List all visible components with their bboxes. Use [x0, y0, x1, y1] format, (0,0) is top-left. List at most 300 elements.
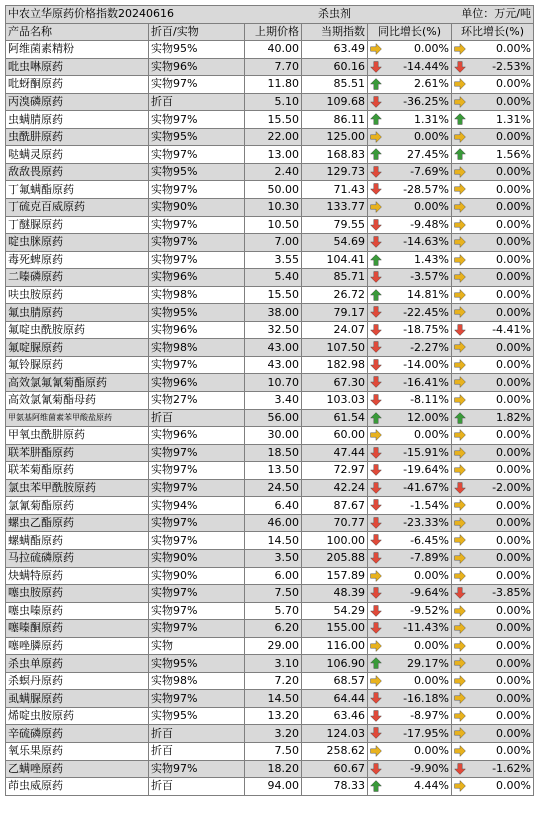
mom-change-value: 0.00% [496, 551, 531, 565]
arrow-right-icon [454, 447, 466, 459]
mom-change-cell [452, 707, 534, 725]
product-name: 哒螨灵原药 [6, 146, 149, 164]
table-row [6, 163, 534, 181]
mom-change-cell [452, 41, 534, 59]
yoy-change-value: -9.52% [410, 603, 449, 617]
yoy-change-cell [368, 339, 452, 357]
product-name: 氯氰菊酯原药 [6, 497, 149, 515]
mom-change-value: 0.00% [496, 445, 531, 459]
product-name: 敌敌畏原药 [6, 163, 149, 181]
arrow-down-icon [370, 166, 382, 178]
current-index: 86.11 [302, 111, 368, 129]
current-index: 60.67 [302, 760, 368, 778]
current-index: 168.83 [302, 146, 368, 164]
mom-change-value: 0.00% [496, 77, 531, 91]
product-name: 辛硫磷原药 [6, 725, 149, 743]
mom-change-cell [452, 655, 534, 673]
current-index: 60.16 [302, 58, 368, 76]
prev-price: 10.30 [245, 199, 302, 217]
product-name: 二嗪磷原药 [6, 269, 149, 287]
prev-price: 94.00 [245, 778, 302, 796]
mom-change-cell [452, 356, 534, 374]
mom-change-value: 0.00% [496, 638, 531, 652]
table-row [6, 93, 534, 111]
arrow-right-icon [454, 429, 466, 441]
yoy-change-cell [368, 672, 452, 690]
prev-price: 3.20 [245, 725, 302, 743]
arrow-down-icon [370, 271, 382, 283]
product-spec: 实物97% [149, 76, 245, 94]
product-spec: 实物97% [149, 111, 245, 129]
mom-change-value: 0.00% [496, 235, 531, 249]
current-index: 63.49 [302, 41, 368, 59]
yoy-change-value: 0.00% [414, 568, 449, 582]
yoy-change-cell [368, 93, 452, 111]
yoy-change-value: 0.00% [414, 42, 449, 56]
arrow-up-icon [370, 657, 382, 669]
arrow-down-icon [370, 622, 382, 634]
prev-price: 50.00 [245, 181, 302, 199]
prev-price: 7.50 [245, 585, 302, 603]
table-row [6, 742, 534, 760]
mom-change-value: 0.00% [496, 744, 531, 758]
arrow-right-icon [454, 131, 466, 143]
product-spec: 实物97% [149, 532, 245, 550]
prev-price: 13.00 [245, 146, 302, 164]
mom-change-cell [452, 146, 534, 164]
arrow-right-icon [370, 675, 382, 687]
arrow-right-icon [454, 201, 466, 213]
yoy-change-cell [368, 58, 452, 76]
current-index: 63.46 [302, 707, 368, 725]
col-header-yoy: 同比增长(%) [368, 23, 452, 41]
arrow-right-icon [454, 254, 466, 266]
arrow-right-icon [454, 499, 466, 511]
current-index: 85.71 [302, 269, 368, 287]
mom-change-value: 0.00% [496, 656, 531, 670]
arrow-right-icon [454, 675, 466, 687]
prev-price: 7.00 [245, 234, 302, 252]
product-name: 茚虫威原药 [6, 778, 149, 796]
prev-price: 7.70 [245, 58, 302, 76]
mom-change-cell [452, 462, 534, 480]
table-row [6, 339, 534, 357]
yoy-change-cell [368, 146, 452, 164]
yoy-change-cell [368, 356, 452, 374]
arrow-down-icon [370, 499, 382, 511]
yoy-change-cell [368, 216, 452, 234]
yoy-change-value: 29.17% [407, 656, 449, 670]
yoy-change-cell [368, 286, 452, 304]
prev-price: 5.40 [245, 269, 302, 287]
product-spec: 实物97% [149, 760, 245, 778]
mom-change-cell [452, 585, 534, 603]
mom-change-value: -2.53% [492, 59, 531, 73]
product-spec: 实物97% [149, 690, 245, 708]
table-row [6, 58, 534, 76]
product-name: 氧乐果原药 [6, 742, 149, 760]
mom-change-cell [452, 549, 534, 567]
table-row [6, 514, 534, 532]
yoy-change-cell [368, 392, 452, 410]
yoy-change-value: -36.25% [403, 95, 449, 108]
yoy-change-value: -9.48% [410, 217, 449, 231]
current-index: 54.29 [302, 602, 368, 620]
arrow-right-icon [454, 271, 466, 283]
yoy-change-value: -7.89% [410, 551, 449, 565]
mom-change-cell [452, 269, 534, 287]
prev-price: 40.00 [245, 41, 302, 59]
product-name: 甲氧虫酰肼原药 [6, 427, 149, 445]
current-index: 125.00 [302, 128, 368, 146]
product-name: 氯虫苯甲酰胺原药 [6, 479, 149, 497]
prev-price: 10.70 [245, 374, 302, 392]
product-spec: 折百 [149, 409, 245, 427]
product-spec: 实物94% [149, 497, 245, 515]
yoy-change-value: 0.00% [414, 200, 449, 214]
yoy-change-cell [368, 760, 452, 778]
arrow-up-icon [370, 254, 382, 266]
yoy-change-value: -11.43% [403, 621, 449, 635]
product-name: 噻虫嗪原药 [6, 602, 149, 620]
table-row [6, 567, 534, 585]
yoy-change-cell [368, 532, 452, 550]
current-index: 103.03 [302, 392, 368, 410]
product-name: 联苯肼酯原药 [6, 444, 149, 462]
table-row [6, 356, 534, 374]
yoy-change-value: -19.64% [403, 463, 449, 477]
yoy-change-cell [368, 41, 452, 59]
mom-change-value: 0.00% [496, 217, 531, 231]
prev-price: 18.50 [245, 444, 302, 462]
table-row [6, 128, 534, 146]
mom-change-cell [452, 444, 534, 462]
arrow-right-icon [454, 166, 466, 178]
mom-change-cell [452, 321, 534, 339]
yoy-change-cell [368, 409, 452, 427]
arrow-right-icon [370, 43, 382, 55]
table-row [6, 760, 534, 778]
arrow-right-icon [454, 534, 466, 546]
table-row [6, 707, 534, 725]
current-index: 71.43 [302, 181, 368, 199]
prev-price: 13.20 [245, 707, 302, 725]
product-spec: 实物96% [149, 321, 245, 339]
prev-price: 3.10 [245, 655, 302, 673]
product-name: 噻唑膦原药 [6, 637, 149, 655]
arrow-down-icon [370, 710, 382, 722]
product-spec: 实物97% [149, 585, 245, 603]
arrow-right-icon [454, 359, 466, 371]
product-spec: 实物90% [149, 199, 245, 217]
mom-change-cell [452, 514, 534, 532]
product-spec: 实物97% [149, 444, 245, 462]
arrow-up-icon [370, 148, 382, 160]
table-row [6, 321, 534, 339]
product-name: 噻虫胺原药 [6, 585, 149, 603]
yoy-change-value: -23.33% [403, 516, 449, 530]
yoy-change-cell [368, 304, 452, 322]
mom-change-cell [452, 199, 534, 217]
table-body [6, 41, 534, 796]
product-spec: 实物90% [149, 567, 245, 585]
product-name: 毒死蜱原药 [6, 251, 149, 269]
prev-price: 22.00 [245, 128, 302, 146]
yoy-change-value: -18.75% [403, 323, 449, 337]
mom-change-cell [452, 532, 534, 550]
table-row [6, 216, 534, 234]
current-index: 48.39 [302, 585, 368, 603]
product-spec: 实物90% [149, 549, 245, 567]
mom-change-cell [452, 111, 534, 129]
prev-price: 46.00 [245, 514, 302, 532]
mom-change-cell [452, 163, 534, 181]
arrow-down-icon [454, 482, 466, 494]
table-row [6, 462, 534, 480]
mom-change-cell [452, 620, 534, 638]
current-index: 79.17 [302, 304, 368, 322]
col-header-prev-price: 上期价格 [245, 23, 302, 41]
arrow-down-icon [370, 552, 382, 564]
arrow-right-icon [454, 517, 466, 529]
table-row [6, 76, 534, 94]
product-spec: 实物95% [149, 41, 245, 59]
mom-change-cell [452, 251, 534, 269]
yoy-change-value: 14.81% [407, 288, 449, 302]
product-name: 啶虫脒原药 [6, 234, 149, 252]
yoy-change-cell [368, 462, 452, 480]
prev-price: 14.50 [245, 690, 302, 708]
arrow-down-icon [370, 219, 382, 231]
product-spec: 实物97% [149, 462, 245, 480]
arrow-right-icon [454, 236, 466, 248]
arrow-right-icon [454, 376, 466, 388]
prev-price: 13.50 [245, 462, 302, 480]
product-name: 氟啶脲原药 [6, 339, 149, 357]
mom-change-value: 0.00% [496, 568, 531, 582]
current-index: 116.00 [302, 637, 368, 655]
product-spec: 实物97% [149, 234, 245, 252]
mom-change-cell [452, 216, 534, 234]
mom-change-value: -4.41% [492, 323, 531, 337]
product-name: 甲氨基阿维菌素苯甲酸盐原药 [6, 409, 149, 427]
product-name: 吡蚜酮原药 [6, 76, 149, 94]
arrow-up-icon [370, 78, 382, 90]
current-index: 182.98 [302, 356, 368, 374]
product-spec: 实物97% [149, 146, 245, 164]
mom-change-value: 0.00% [496, 305, 531, 319]
yoy-change-cell [368, 602, 452, 620]
yoy-change-cell [368, 479, 452, 497]
mom-change-value: 0.00% [496, 779, 531, 793]
prev-price: 43.00 [245, 356, 302, 374]
mom-change-value: 0.00% [496, 463, 531, 477]
mom-change-cell [452, 304, 534, 322]
mom-change-cell [452, 339, 534, 357]
prev-price: 7.20 [245, 672, 302, 690]
prev-price: 29.00 [245, 637, 302, 655]
prev-price: 3.55 [245, 251, 302, 269]
current-index: 109.68 [302, 93, 368, 111]
arrow-right-icon [454, 394, 466, 406]
mom-change-cell [452, 234, 534, 252]
current-index: 79.55 [302, 216, 368, 234]
arrow-down-icon [370, 517, 382, 529]
prev-price: 30.00 [245, 427, 302, 445]
current-index: 258.62 [302, 742, 368, 760]
arrow-down-icon [370, 183, 382, 195]
product-name: 螺螨酯原药 [6, 532, 149, 550]
mom-change-cell [452, 778, 534, 796]
arrow-right-icon [454, 640, 466, 652]
yoy-change-cell [368, 199, 452, 217]
arrow-down-icon [370, 96, 382, 108]
product-spec: 实物95% [149, 304, 245, 322]
current-index: 104.41 [302, 251, 368, 269]
mom-change-cell [452, 181, 534, 199]
product-name: 高效氯氟氰菊酯原药 [6, 374, 149, 392]
mom-change-value: 1.82% [496, 410, 531, 424]
mom-change-value: 1.56% [496, 147, 531, 161]
prev-price: 14.50 [245, 532, 302, 550]
arrow-down-icon [454, 61, 466, 73]
mom-change-value: 0.00% [496, 533, 531, 547]
product-spec: 实物97% [149, 181, 245, 199]
arrow-right-icon [454, 341, 466, 353]
yoy-change-value: -22.45% [403, 305, 449, 319]
mom-change-value: 0.00% [496, 270, 531, 284]
product-name: 噻嗪酮原药 [6, 620, 149, 638]
current-index: 100.00 [302, 532, 368, 550]
arrow-up-icon [370, 412, 382, 424]
yoy-change-cell [368, 181, 452, 199]
arrow-down-icon [370, 587, 382, 599]
yoy-change-value: -16.18% [403, 691, 449, 705]
mom-change-cell [452, 602, 534, 620]
product-spec: 实物97% [149, 356, 245, 374]
mom-change-cell [452, 637, 534, 655]
product-spec: 实物97% [149, 602, 245, 620]
current-index: 61.54 [302, 409, 368, 427]
product-name: 螺虫乙酯原药 [6, 514, 149, 532]
arrow-right-icon [454, 96, 466, 108]
yoy-change-value: -7.69% [410, 165, 449, 179]
prev-price: 38.00 [245, 304, 302, 322]
mom-change-value: 0.00% [496, 498, 531, 512]
product-spec: 实物95% [149, 655, 245, 673]
prev-price: 5.70 [245, 602, 302, 620]
mom-change-value: 0.00% [496, 358, 531, 372]
prev-price: 18.20 [245, 760, 302, 778]
table-row [6, 532, 534, 550]
arrow-right-icon [454, 570, 466, 582]
yoy-change-value: 0.00% [414, 674, 449, 688]
current-index: 54.69 [302, 234, 368, 252]
mom-change-cell [452, 427, 534, 445]
mom-change-value: 0.00% [496, 375, 531, 389]
yoy-change-cell [368, 549, 452, 567]
current-index: 47.44 [302, 444, 368, 462]
mom-change-value: 0.00% [496, 428, 531, 442]
mom-change-value: 0.00% [496, 182, 531, 196]
table-row [6, 374, 534, 392]
arrow-down-icon [370, 376, 382, 388]
product-spec: 实物96% [149, 269, 245, 287]
category-label: 杀虫剂 [302, 6, 368, 24]
yoy-change-cell [368, 321, 452, 339]
product-name: 炔螨特原药 [6, 567, 149, 585]
yoy-change-cell [368, 374, 452, 392]
product-name: 杀虫单原药 [6, 655, 149, 673]
mom-change-value: 0.00% [496, 709, 531, 723]
yoy-change-value: -14.00% [403, 358, 449, 372]
unit-label: 单位：万元/吨 [368, 6, 534, 24]
arrow-right-icon [454, 745, 466, 757]
product-spec: 实物96% [149, 427, 245, 445]
mom-change-value: 0.00% [496, 42, 531, 56]
mom-change-value: 0.00% [496, 393, 531, 407]
product-spec: 实物97% [149, 251, 245, 269]
arrow-up-icon [370, 113, 382, 125]
prev-price: 5.10 [245, 93, 302, 111]
arrow-down-icon [370, 482, 382, 494]
prev-price: 3.40 [245, 392, 302, 410]
yoy-change-value: -17.95% [403, 726, 449, 740]
product-spec: 实物95% [149, 163, 245, 181]
yoy-change-cell [368, 567, 452, 585]
arrow-right-icon [454, 780, 466, 792]
arrow-down-icon [370, 61, 382, 73]
mom-change-value: -2.00% [492, 481, 531, 495]
mom-change-value: 0.00% [496, 200, 531, 214]
table-row [6, 672, 534, 690]
arrow-up-icon [370, 780, 382, 792]
current-index: 78.33 [302, 778, 368, 796]
arrow-down-icon [370, 324, 382, 336]
col-header-spec: 折百/实物 [149, 23, 245, 41]
product-name: 乙螨唑原药 [6, 760, 149, 778]
current-index: 157.89 [302, 567, 368, 585]
product-spec: 实物97% [149, 479, 245, 497]
product-name: 氟铃脲原药 [6, 356, 149, 374]
prev-price: 6.20 [245, 620, 302, 638]
product-name: 联苯菊酯原药 [6, 462, 149, 480]
arrow-down-icon [370, 306, 382, 318]
mom-change-cell [452, 128, 534, 146]
arrow-right-icon [454, 710, 466, 722]
mom-change-cell [452, 409, 534, 427]
current-index: 26.72 [302, 286, 368, 304]
current-index: 106.90 [302, 655, 368, 673]
arrow-right-icon [454, 43, 466, 55]
yoy-change-value: -1.54% [410, 498, 449, 512]
mom-change-cell [452, 567, 534, 585]
table-row [6, 41, 534, 59]
product-spec: 实物 [149, 637, 245, 655]
yoy-change-value: -14.63% [403, 235, 449, 249]
table-row [6, 690, 534, 708]
yoy-change-cell [368, 514, 452, 532]
col-header-mom: 环比增长(%) [452, 23, 534, 41]
table-row [6, 286, 534, 304]
prev-price: 43.00 [245, 339, 302, 357]
arrow-down-icon [370, 605, 382, 617]
yoy-change-value: 0.00% [414, 428, 449, 442]
yoy-change-cell [368, 778, 452, 796]
product-spec: 实物97% [149, 514, 245, 532]
arrow-right-icon [454, 605, 466, 617]
product-name: 丁氟螨酯原药 [6, 181, 149, 199]
